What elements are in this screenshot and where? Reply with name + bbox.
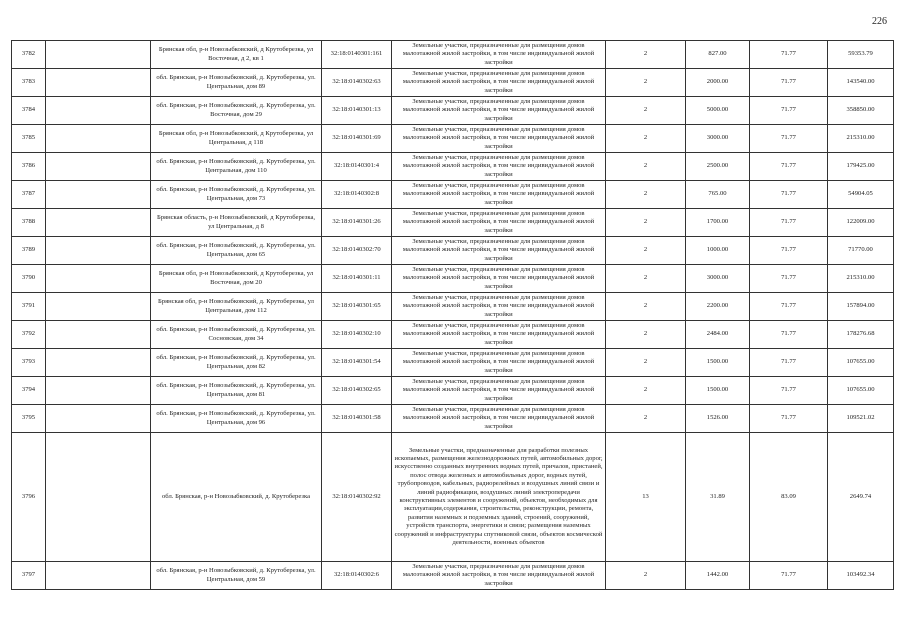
- cadastral-number-cell: 32:18:0140301:4: [322, 153, 392, 181]
- blank-cell: [46, 405, 151, 433]
- area-cell: 765.00: [686, 181, 750, 209]
- address-cell: обл. Брянская, р-н Новозыбковский, д. Крутоберезка, ул. Центральная, дом 110: [151, 153, 322, 181]
- land-use-cell: Земельные участки, предназначенные для размещения домов малоэтажной жилой застройки, в том числе индивидуальной жилой застройки: [392, 209, 606, 237]
- specific-value-cell: 71.77: [750, 181, 828, 209]
- cadastral-number-cell: 32:18:0140301:11: [322, 265, 392, 293]
- record-number-cell: 3786: [12, 153, 46, 181]
- blank-cell: [46, 377, 151, 405]
- record-number-cell: 3791: [12, 293, 46, 321]
- table-row: [12, 405, 894, 433]
- land-use-cell: Земельные участки, предназначенные для разработки полезных ископаемых, размещения железнодорожных путей, автомобильных дорог, искусственно созданных внутренних водных путей, причалов, пристаней, полос отвода железных и автомобильных дорог, водных путей, трубопроводов, кабельных, радиорелейных и воздушных линий связи и линий радиофикации, воздушных линий электропередачи конструктивных элементов и сооружений, объектов, необходимых для эксплуатации,содержания, строительства, реконструкции, ремонта, развития наземных и подземных зданий, строений, сооружений, устройств транспорта, энергетики и связи; размещения наземных сооружений и инфраструктуры спутниковой связи, объектов космической деятельности, военных объектов: [392, 433, 606, 562]
- record-number-cell: 3792: [12, 321, 46, 349]
- cadastral-number-cell: 32:18:0140301:65: [322, 293, 392, 321]
- table-row: [12, 562, 894, 590]
- category-cell: 2: [606, 181, 686, 209]
- cadastral-value-cell: 358850.00: [828, 97, 894, 125]
- specific-value-cell: 71.77: [750, 97, 828, 125]
- blank-cell: [46, 562, 151, 590]
- category-cell: 2: [606, 321, 686, 349]
- cadastral-number-cell: 32:18:0140301:69: [322, 125, 392, 153]
- record-number-cell: 3795: [12, 405, 46, 433]
- cadastral-value-cell: 122009.00: [828, 209, 894, 237]
- category-cell: 2: [606, 209, 686, 237]
- area-cell: 1442.00: [686, 562, 750, 590]
- blank-cell: [46, 153, 151, 181]
- area-cell: 2500.00: [686, 153, 750, 181]
- cadastral-value-cell: 2649.74: [828, 433, 894, 562]
- record-number-cell: 3787: [12, 181, 46, 209]
- specific-value-cell: 71.77: [750, 321, 828, 349]
- category-cell: 2: [606, 41, 686, 69]
- blank-cell: [46, 97, 151, 125]
- land-use-cell: Земельные участки, предназначенные для размещения домов малоэтажной жилой застройки, в том числе индивидуальной жилой застройки: [392, 349, 606, 377]
- blank-cell: [46, 349, 151, 377]
- specific-value-cell: 71.77: [750, 209, 828, 237]
- blank-cell: [46, 293, 151, 321]
- specific-value-cell: 71.77: [750, 349, 828, 377]
- address-cell: Брянская обл, р-н Новозыбковский, д Крутоберезка, ул Восточная, дом 20: [151, 265, 322, 293]
- table-row: [12, 293, 894, 321]
- specific-value-cell: 71.77: [750, 41, 828, 69]
- address-cell: Брянская обл, р-н Новозыбковский, д Крутоберезка, ул Восточная, д 2, кв 1: [151, 41, 322, 69]
- cadastral-number-cell: 32:18:0140301:161: [322, 41, 392, 69]
- cadastral-value-cell: 179425.00: [828, 153, 894, 181]
- table-body: [12, 41, 894, 590]
- specific-value-cell: 71.77: [750, 69, 828, 97]
- land-use-cell: Земельные участки, предназначенные для размещения домов малоэтажной жилой застройки, в том числе индивидуальной жилой застройки: [392, 41, 606, 69]
- blank-cell: [46, 209, 151, 237]
- record-number-cell: 3784: [12, 97, 46, 125]
- cadastral-value-cell: 59353.79: [828, 41, 894, 69]
- cadastral-value-cell: 107655.00: [828, 349, 894, 377]
- category-cell: 2: [606, 265, 686, 293]
- cadastral-number-cell: 32:18:0140301:13: [322, 97, 392, 125]
- record-number-cell: 3796: [12, 433, 46, 562]
- cadastral-value-cell: 215310.00: [828, 265, 894, 293]
- cadastral-value-table: [11, 40, 894, 590]
- specific-value-cell: 71.77: [750, 125, 828, 153]
- address-cell: Брянская обл, р-н Новозыбковский, д. Крутоберезка, ул Центральная, дом 112: [151, 293, 322, 321]
- cadastral-number-cell: 32:18:0140302:70: [322, 237, 392, 265]
- table-row: [12, 153, 894, 181]
- cadastral-value-cell: 103492.34: [828, 562, 894, 590]
- specific-value-cell: 71.77: [750, 237, 828, 265]
- category-cell: 2: [606, 405, 686, 433]
- land-use-cell: Земельные участки, предназначенные для размещения домов малоэтажной жилой застройки, в том числе индивидуальной жилой застройки: [392, 562, 606, 590]
- table-row: [12, 97, 894, 125]
- land-use-cell: Земельные участки, предназначенные для размещения домов малоэтажной жилой застройки, в том числе индивидуальной жилой застройки: [392, 69, 606, 97]
- address-cell: обл. Брянская, р-н Новозыбковский, д. Крутоберезка, ул. Сосновская, дом 34: [151, 321, 322, 349]
- blank-cell: [46, 321, 151, 349]
- category-cell: 2: [606, 125, 686, 153]
- category-cell: 2: [606, 349, 686, 377]
- category-cell: 2: [606, 293, 686, 321]
- specific-value-cell: 71.77: [750, 265, 828, 293]
- record-number-cell: 3790: [12, 265, 46, 293]
- cadastral-number-cell: 32:18:0140302:10: [322, 321, 392, 349]
- area-cell: 3000.00: [686, 265, 750, 293]
- address-cell: обл. Брянская, р-н Новозыбковский, д. Крутоберезка, ул. Центральная, дом 96: [151, 405, 322, 433]
- table-row: [12, 181, 894, 209]
- category-cell: 2: [606, 237, 686, 265]
- table-row: [12, 125, 894, 153]
- category-cell: 13: [606, 433, 686, 562]
- address-cell: обл. Брянская, р-н Новозыбковский, д. Крутоберезка, ул. Центральная, дом 65: [151, 237, 322, 265]
- table-row: [12, 237, 894, 265]
- address-cell: обл. Брянская, р-н Новозыбковский, д. Крутоберезка, ул. Центральная, дом 81: [151, 377, 322, 405]
- land-use-cell: Земельные участки, предназначенные для размещения домов малоэтажной жилой застройки, в том числе индивидуальной жилой застройки: [392, 377, 606, 405]
- record-number-cell: 3788: [12, 209, 46, 237]
- table-row: [12, 349, 894, 377]
- table-row: [12, 377, 894, 405]
- area-cell: 1526.00: [686, 405, 750, 433]
- record-number-cell: 3793: [12, 349, 46, 377]
- area-cell: 5000.00: [686, 97, 750, 125]
- land-use-cell: Земельные участки, предназначенные для размещения домов малоэтажной жилой застройки, в том числе индивидуальной жилой застройки: [392, 181, 606, 209]
- table-row: [12, 209, 894, 237]
- record-number-cell: 3797: [12, 562, 46, 590]
- address-cell: Брянская область, р-н Новозыбковский, д Крутоберезка, ул Центральная, д 8: [151, 209, 322, 237]
- category-cell: 2: [606, 562, 686, 590]
- table-row: [12, 41, 894, 69]
- blank-cell: [46, 265, 151, 293]
- page-number: 226: [872, 16, 887, 27]
- blank-cell: [46, 181, 151, 209]
- area-cell: 2484.00: [686, 321, 750, 349]
- cadastral-number-cell: 32:18:0140301:58: [322, 405, 392, 433]
- specific-value-cell: 71.77: [750, 153, 828, 181]
- area-cell: 2000.00: [686, 69, 750, 97]
- blank-cell: [46, 69, 151, 97]
- category-cell: 2: [606, 69, 686, 97]
- cadastral-value-cell: 54904.05: [828, 181, 894, 209]
- land-use-cell: Земельные участки, предназначенные для размещения домов малоэтажной жилой застройки, в том числе индивидуальной жилой застройки: [392, 405, 606, 433]
- cadastral-number-cell: 32:18:0140302:8: [322, 181, 392, 209]
- cadastral-value-cell: 157894.00: [828, 293, 894, 321]
- area-cell: 1700.00: [686, 209, 750, 237]
- specific-value-cell: 71.77: [750, 377, 828, 405]
- address-cell: обл. Брянская, р-н Новозыбковский, д. Крутоберезка: [151, 433, 322, 562]
- address-cell: обл. Брянская, р-н Новозыбковский, д. Крутоберезка, ул. Центральная, дом 59: [151, 562, 322, 590]
- area-cell: 3000.00: [686, 125, 750, 153]
- area-cell: 1000.00: [686, 237, 750, 265]
- record-number-cell: 3789: [12, 237, 46, 265]
- area-cell: 827.00: [686, 41, 750, 69]
- cadastral-value-cell: 143540.00: [828, 69, 894, 97]
- specific-value-cell: 83.09: [750, 433, 828, 562]
- category-cell: 2: [606, 97, 686, 125]
- land-use-cell: Земельные участки, предназначенные для размещения домов малоэтажной жилой застройки, в том числе индивидуальной жилой застройки: [392, 321, 606, 349]
- cadastral-value-cell: 71770.00: [828, 237, 894, 265]
- cadastral-number-cell: 32:18:0140301:26: [322, 209, 392, 237]
- cadastral-value-cell: 215310.00: [828, 125, 894, 153]
- land-use-cell: Земельные участки, предназначенные для размещения домов малоэтажной жилой застройки, в том числе индивидуальной жилой застройки: [392, 153, 606, 181]
- cadastral-number-cell: 32:18:0140302:6: [322, 562, 392, 590]
- blank-cell: [46, 237, 151, 265]
- cadastral-value-cell: 178276.68: [828, 321, 894, 349]
- category-cell: 2: [606, 153, 686, 181]
- cadastral-number-cell: 32:18:0140301:54: [322, 349, 392, 377]
- table-row: [12, 433, 894, 562]
- cadastral-number-cell: 32:18:0140302:65: [322, 377, 392, 405]
- blank-cell: [46, 125, 151, 153]
- area-cell: 1500.00: [686, 377, 750, 405]
- cadastral-value-cell: 109521.02: [828, 405, 894, 433]
- address-cell: обл. Брянская, р-н Новозыбковский, д. Крутоберезка, ул. Центральная, дом 89: [151, 69, 322, 97]
- cadastral-number-cell: 32:18:0140302:92: [322, 433, 392, 562]
- specific-value-cell: 71.77: [750, 562, 828, 590]
- blank-cell: [46, 41, 151, 69]
- table-row: [12, 69, 894, 97]
- area-cell: 2200.00: [686, 293, 750, 321]
- category-cell: 2: [606, 377, 686, 405]
- address-cell: обл. Брянская, р-н Новозыбковский, д. Крутоберезка, ул. Центральная, дом 73: [151, 181, 322, 209]
- address-cell: обл. Брянская, р-н Новозыбковский, д. Крутоберезка, ул. Центральная, дом 82: [151, 349, 322, 377]
- specific-value-cell: 71.77: [750, 293, 828, 321]
- address-cell: обл. Брянская, р-н Новозыбковский, д. Крутоберезка, ул. Восточная, дом 29: [151, 97, 322, 125]
- area-cell: 31.89: [686, 433, 750, 562]
- land-use-cell: Земельные участки, предназначенные для размещения домов малоэтажной жилой застройки, в том числе индивидуальной жилой застройки: [392, 97, 606, 125]
- land-use-cell: Земельные участки, предназначенные для размещения домов малоэтажной жилой застройки, в том числе индивидуальной жилой застройки: [392, 125, 606, 153]
- table-row: [12, 265, 894, 293]
- record-number-cell: 3794: [12, 377, 46, 405]
- record-number-cell: 3783: [12, 69, 46, 97]
- cadastral-value-cell: 107655.00: [828, 377, 894, 405]
- record-number-cell: 3785: [12, 125, 46, 153]
- address-cell: Брянская обл, р-н Новозыбковский, д Крутоберезка, ул Центральная, д 118: [151, 125, 322, 153]
- land-use-cell: Земельные участки, предназначенные для размещения домов малоэтажной жилой застройки, в том числе индивидуальной жилой застройки: [392, 293, 606, 321]
- table-row: [12, 321, 894, 349]
- blank-cell: [46, 433, 151, 562]
- land-use-cell: Земельные участки, предназначенные для размещения домов малоэтажной жилой застройки, в том числе индивидуальной жилой застройки: [392, 265, 606, 293]
- land-use-cell: Земельные участки, предназначенные для размещения домов малоэтажной жилой застройки, в том числе индивидуальной жилой застройки: [392, 237, 606, 265]
- area-cell: 1500.00: [686, 349, 750, 377]
- cadastral-number-cell: 32:18:0140302:63: [322, 69, 392, 97]
- specific-value-cell: 71.77: [750, 405, 828, 433]
- record-number-cell: 3782: [12, 41, 46, 69]
